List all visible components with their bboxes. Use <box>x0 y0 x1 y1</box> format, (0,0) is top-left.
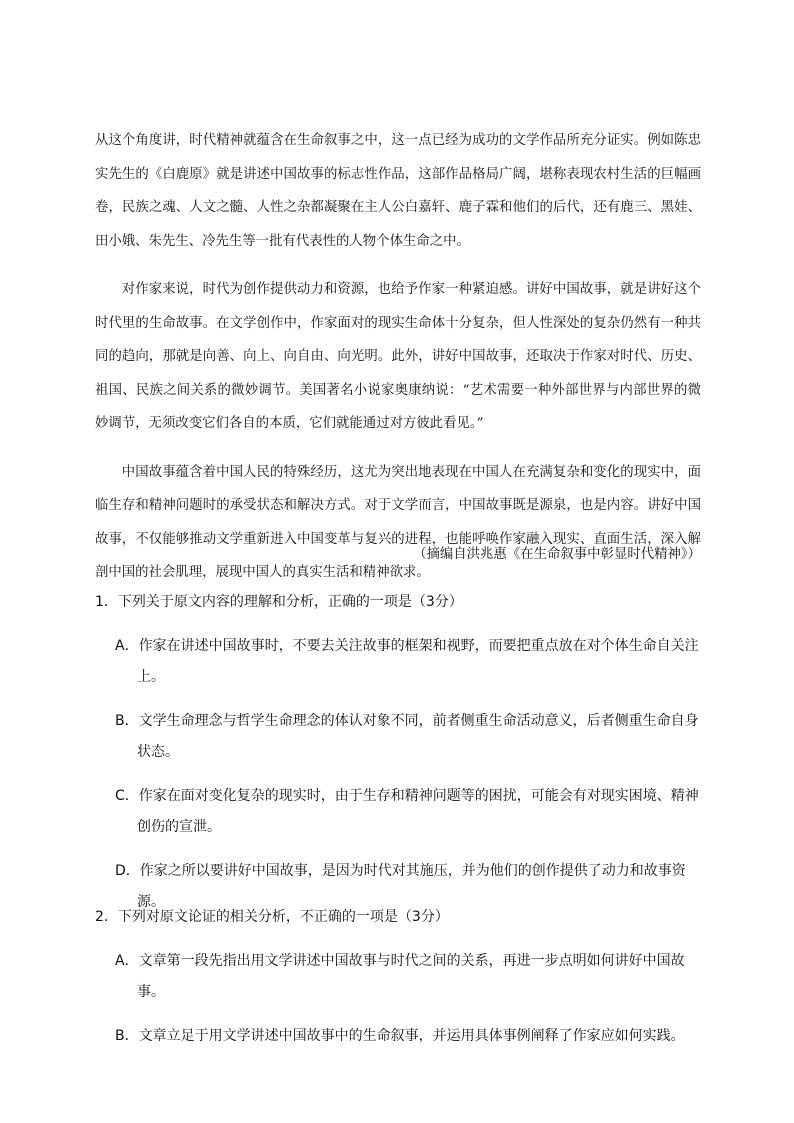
question-1-option-b[interactable]: B．文学生命理念与哲学生命理念的体认对象不同，前者侧重生命活动意义，后者侧重生命自身状态。 <box>115 713 699 760</box>
question-2-option-b[interactable]: B．文章立足于用文学讲述中国故事中的生命叙事，并运用具体事例阐释了作家应如何实践。 <box>115 1028 685 1044</box>
passage-paragraph-1: 从这个角度讲，时代精神就蕴含在生命叙事之中，这一点已经为成功的文学作品所充分证实。例如陈忠实先生的《白鹿原》就是讲述中国故事的标志性作品，这部作品格局广阔，堪称表现农村生活的巨幅画卷，民族之魂、人文之髓、人性之杂都凝聚在主人公白嘉轩、鹿子霖和他们的后代，还有鹿三、黑娃、田小娥、朱先生、冷先生等一批有代表性的人物个体生命之中。 <box>95 133 701 249</box>
question-1-title: 1．下列关于原文内容的理解和分析，正确的一项是（3分） <box>95 594 463 610</box>
question-1-option-c[interactable]: C．作家在面对变化复杂的现实时，由于生存和精神问题等的困扰，可能会有对现实困境、精神创伤的宣泄。 <box>115 788 699 835</box>
question-1-option-d[interactable]: D．作家之所以要讲好中国故事，是因为时代对其施压，并为他们的创作提供了动力和故事资源。 <box>115 863 686 910</box>
question-2 <box>95 902 707 1052</box>
question-2-title: 2．下列对原文论证的相关分析，不正确的一项是（3分） <box>95 909 449 925</box>
question-1-option-a[interactable]: A．作家在讲述中国故事时，不要去关注故事的框架和视野，而要把重点放在对个体生命自关注上。 <box>115 638 699 685</box>
reading-passage <box>95 124 701 605</box>
passage-source: （摘编自洪兆惠《在生命叙事中彰显时代精神》） <box>413 547 701 562</box>
passage-paragraph-2: 对作家来说，时代为创作提供动力和资源，也给予作家一种紧迫感。讲好中国故事，就是讲好这个时代里的生命故事。在文学创作中，作家面对的现实生命体十分复杂，但人性深处的复杂仍然有一种共同的趋向，那就是向善、向上、向自由、向光明。此外，讲好中国故事，还取决于作家对时代、历史、祖国、民族之间关系的微妙调节。美国著名小说家奥康纳说：“艺术需要一种外部世界与内部世界的微妙调节，无须改变它们各自的本质，它们就能通过对方彼此看见。” <box>95 282 701 431</box>
passage-paragraph-3: 中国故事蕴含着中国人民的特殊经历，这尤为突出地表现在中国人在充满复杂和变化的现实中，面临生存和精神问题时的承受状态和解决方式。对于文学而言，中国故事既是源泉，也是内容。讲好中国故事，不仅能够推动文学重新进入中国变革与复兴的进程，也能呼唤作家融入现实、直面生活，深入解剖中国的社会肌理，展现中国人的真实生活和精神欲求。 <box>95 464 701 580</box>
question-2-option-a[interactable]: A．文章第一段先指出用文学讲述中国故事与时代之间的关系，再进一步点明如何讲好中国故事。 <box>115 953 685 1000</box>
question-1 <box>95 587 707 917</box>
